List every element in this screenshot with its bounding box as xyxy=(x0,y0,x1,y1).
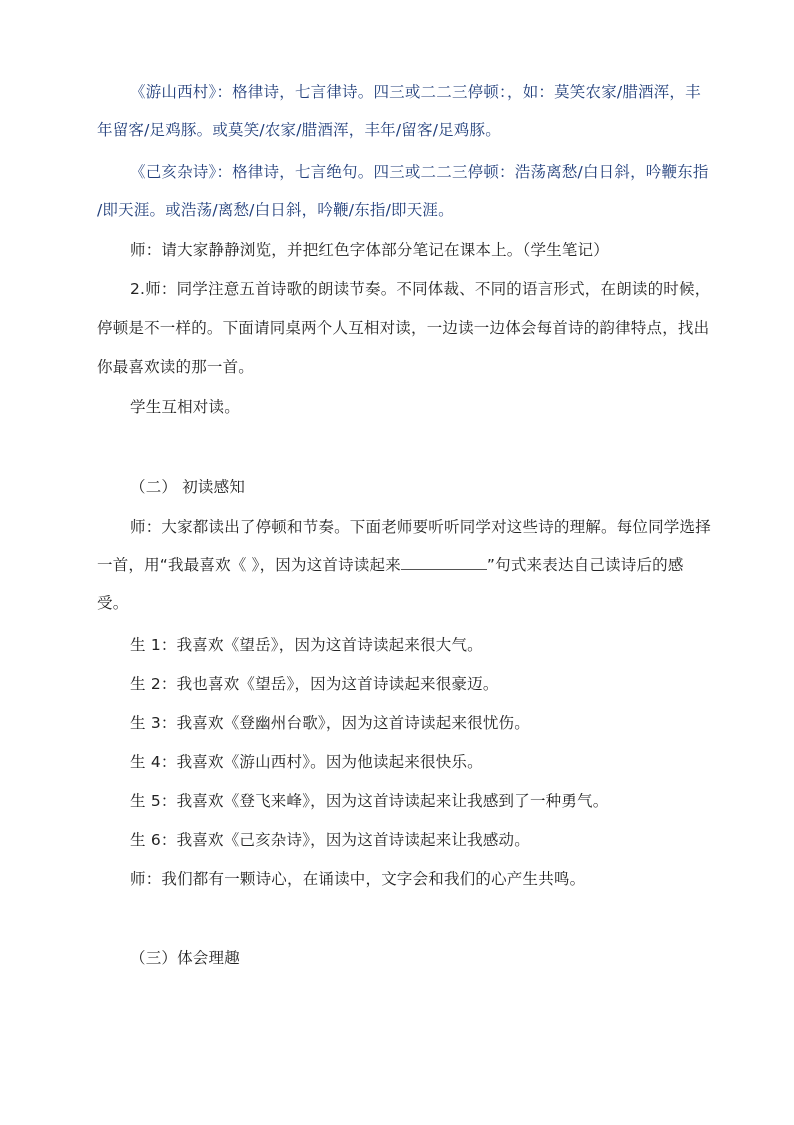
student-4-response: 生 4：我喜欢《游山西村》。因为他读起来很快乐。 xyxy=(130,753,483,771)
section-heading-2: （二） 初读感知 xyxy=(130,478,246,496)
reading-rhythm-line-2: 停顿是不一样的。下面请同桌两个人互相对读，一边读一边体会每首诗的韵律特点，找出 xyxy=(97,319,710,337)
jihaizashi-note-line-2: /即天涯。或浩荡/离愁/白日斜，吟鞭/东指/即天涯。 xyxy=(97,201,454,219)
sentence-pattern-part-1: 一首，用“我最喜欢《 》，因为这首诗读起来 xyxy=(97,556,401,574)
students-read-line: 学生互相对读。 xyxy=(130,398,240,416)
first-reading-line-1: 师：大家都读出了停顿和节奏。下面老师要听听同学对这些诗的理解。每位同学选择 xyxy=(130,518,711,536)
student-6-response: 生 6：我喜欢《己亥杂诗》，因为这首诗读起来让我感动。 xyxy=(130,831,530,849)
sentence-pattern-part-2: ”句式来表达自己读诗后的感 xyxy=(486,556,684,574)
youshanxicun-note-line-1: 《游山西村》：格律诗，七言律诗。四三或二二三停顿：，如：莫笑农家/腊酒浑，丰 xyxy=(130,83,701,101)
jihaizashi-note-line-1: 《己亥杂诗》：格律诗，七言绝句。四三或二二三停顿：浩荡离愁/白日斜，吟鞭东指 xyxy=(130,163,709,181)
teacher-instruction-notes: 师：请大家静静浏览，并把红色字体部分笔记在课本上。（学生笔记） xyxy=(130,241,609,259)
first-reading-line-2 xyxy=(0,555,794,575)
teacher-summary: 师：我们都有一颗诗心，在诵读中，文字会和我们的心产生共鸣。 xyxy=(130,870,586,888)
student-5-response: 生 5：我喜欢《登飞来峰》，因为这首诗读起来让我感到了一种勇气。 xyxy=(130,792,609,810)
section-heading-3: （三）体会理趣 xyxy=(130,949,240,967)
first-reading-line-3: 受。 xyxy=(97,594,129,612)
fill-in-blank xyxy=(401,555,487,570)
reading-rhythm-line-1: 2.师：同学注意五首诗歌的朗读节奏。不同体裁、不同的语言形式，在朗读的时候， xyxy=(130,280,711,298)
student-2-response: 生 2：我也喜欢《望岳》，因为这首诗读起来很豪迈。 xyxy=(130,675,499,693)
reading-rhythm-line-3: 你最喜欢读的那一首。 xyxy=(97,358,255,376)
student-1-response: 生 1：我喜欢《望岳》，因为这首诗读起来很大气。 xyxy=(130,636,483,654)
youshanxicun-note-line-2: 年留客/足鸡豚。或莫笑/农家/腊酒浑，丰年/留客/足鸡豚。 xyxy=(97,121,501,139)
student-3-response: 生 3：我喜欢《登幽州台歌》，因为这首诗读起来很忧伤。 xyxy=(130,714,530,732)
